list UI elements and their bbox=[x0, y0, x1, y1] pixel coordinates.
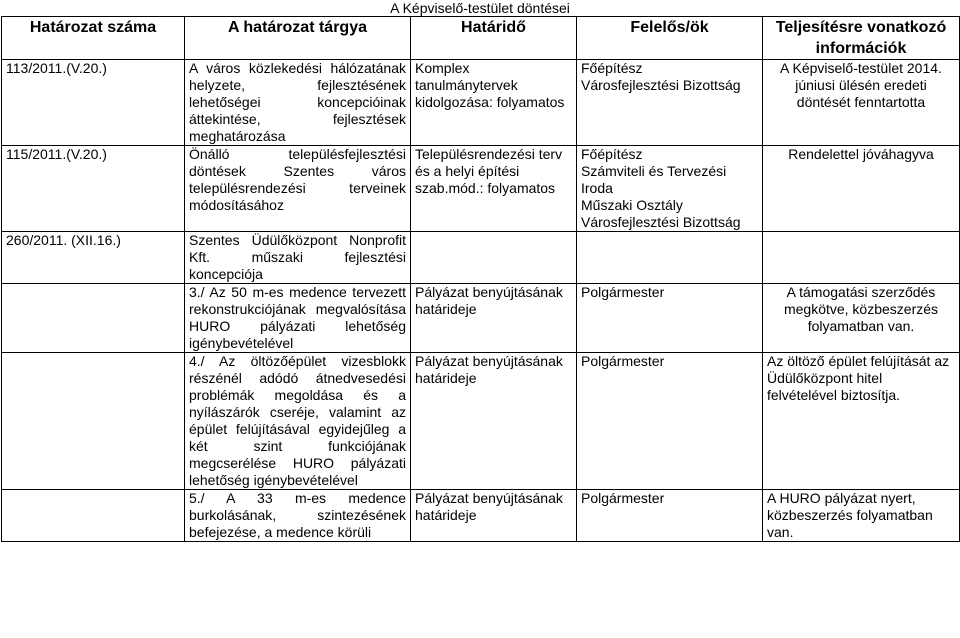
resolution-info: Rendelettel jóváhagyva bbox=[763, 146, 960, 232]
responsible-party: Polgármester bbox=[581, 490, 665, 506]
resolution-deadline: Komplex tanulmánytervek kidolgozása: folyamatos bbox=[411, 60, 577, 146]
responsible-party: Főépítész bbox=[581, 146, 643, 162]
header-row bbox=[2, 17, 960, 60]
responsible-party: Városfejlesztési Bizottság bbox=[581, 77, 741, 93]
header-responsible: Felelős/ök bbox=[577, 17, 763, 60]
table-row bbox=[2, 490, 960, 542]
resolution-responsible bbox=[577, 490, 763, 542]
responsible-party: Polgármester bbox=[581, 353, 665, 369]
table-row bbox=[2, 146, 960, 232]
resolutions-table bbox=[1, 16, 960, 542]
table-row bbox=[2, 353, 960, 490]
resolution-subject: 4./ Az öltözőépület vizesblokk részénél adódó átnedvesedési problémák megoldása és a nyílászárók cseréje, valamint az épület felújításával egyidejűleg a két szint funkciójának megcserélése HURO pályázati lehetőség igénybevételével bbox=[185, 353, 411, 490]
responsible-party: Főépítész bbox=[581, 60, 643, 76]
resolution-number bbox=[2, 490, 185, 542]
resolution-subject: Önálló településfejlesztési döntések Szentes város településrendezési terveinek módosításához bbox=[185, 146, 411, 232]
resolution-responsible bbox=[577, 353, 763, 490]
resolution-info bbox=[763, 232, 960, 284]
table-row bbox=[2, 60, 960, 146]
resolution-responsible bbox=[577, 284, 763, 353]
responsible-party: Polgármester bbox=[581, 284, 665, 300]
resolution-number: 260/2011. (XII.16.) bbox=[2, 232, 185, 284]
resolution-info: A HURO pályázat nyert, közbeszerzés folyamatban van. bbox=[763, 490, 960, 542]
header-number: Határozat száma bbox=[2, 17, 185, 60]
header-subject: A határozat tárgya bbox=[185, 17, 411, 60]
resolution-number: 115/2011.(V.20.) bbox=[2, 146, 185, 232]
resolution-info: A Képviselő-testület 2014. júniusi ülésén eredeti döntését fenntartotta bbox=[763, 60, 960, 146]
table-caption: A Képviselő-testület döntései bbox=[390, 0, 570, 16]
resolution-subject: A város közlekedési hálózatának helyzete, fejlesztésének lehetőségei koncepcióinak áttekintése, fejlesztések meghatározása bbox=[185, 60, 411, 146]
resolution-subject: 3./ Az 50 m-es medence tervezett rekonstrukciójának megvalósítása HURO pályázati lehetőség igénybevételével bbox=[185, 284, 411, 353]
resolution-subject: Szentes Üdülőközpont Nonprofit Kft. műszaki fejlesztési koncepciója bbox=[185, 232, 411, 284]
header-deadline: Határidő bbox=[411, 17, 577, 60]
resolution-responsible bbox=[577, 232, 763, 284]
responsible-party: Számviteli és Tervezési Iroda bbox=[581, 163, 727, 196]
header-info: Teljesítésre vonatkozó információk bbox=[763, 17, 960, 60]
responsible-party: Városfejlesztési Bizottság bbox=[581, 214, 741, 230]
responsible-party: Műszaki Osztály bbox=[581, 197, 683, 213]
resolution-responsible bbox=[577, 60, 763, 146]
resolution-info: A támogatási szerződés megkötve, közbeszerzés folyamatban van. bbox=[763, 284, 960, 353]
resolution-info: Az öltöző épület felújítását az Üdülőközpont hitel felvételével biztosítja. bbox=[763, 353, 960, 490]
resolution-deadline: Pályázat benyújtásának határideje bbox=[411, 490, 577, 542]
table-row bbox=[2, 284, 960, 353]
resolution-deadline: Pályázat benyújtásának határideje bbox=[411, 353, 577, 490]
resolution-number bbox=[2, 284, 185, 353]
resolution-deadline bbox=[411, 232, 577, 284]
resolution-number bbox=[2, 353, 185, 490]
resolution-deadline: Pályázat benyújtásának határideje bbox=[411, 284, 577, 353]
resolution-number: 113/2011.(V.20.) bbox=[2, 60, 185, 146]
resolution-deadline: Településrendezési terv és a helyi építési szab.mód.: folyamatos bbox=[411, 146, 577, 232]
resolution-responsible bbox=[577, 146, 763, 232]
resolution-subject: 5./ A 33 m-es medence burkolásának, szintezésének befejezése, a medence körüli bbox=[185, 490, 411, 542]
table-row bbox=[2, 232, 960, 284]
